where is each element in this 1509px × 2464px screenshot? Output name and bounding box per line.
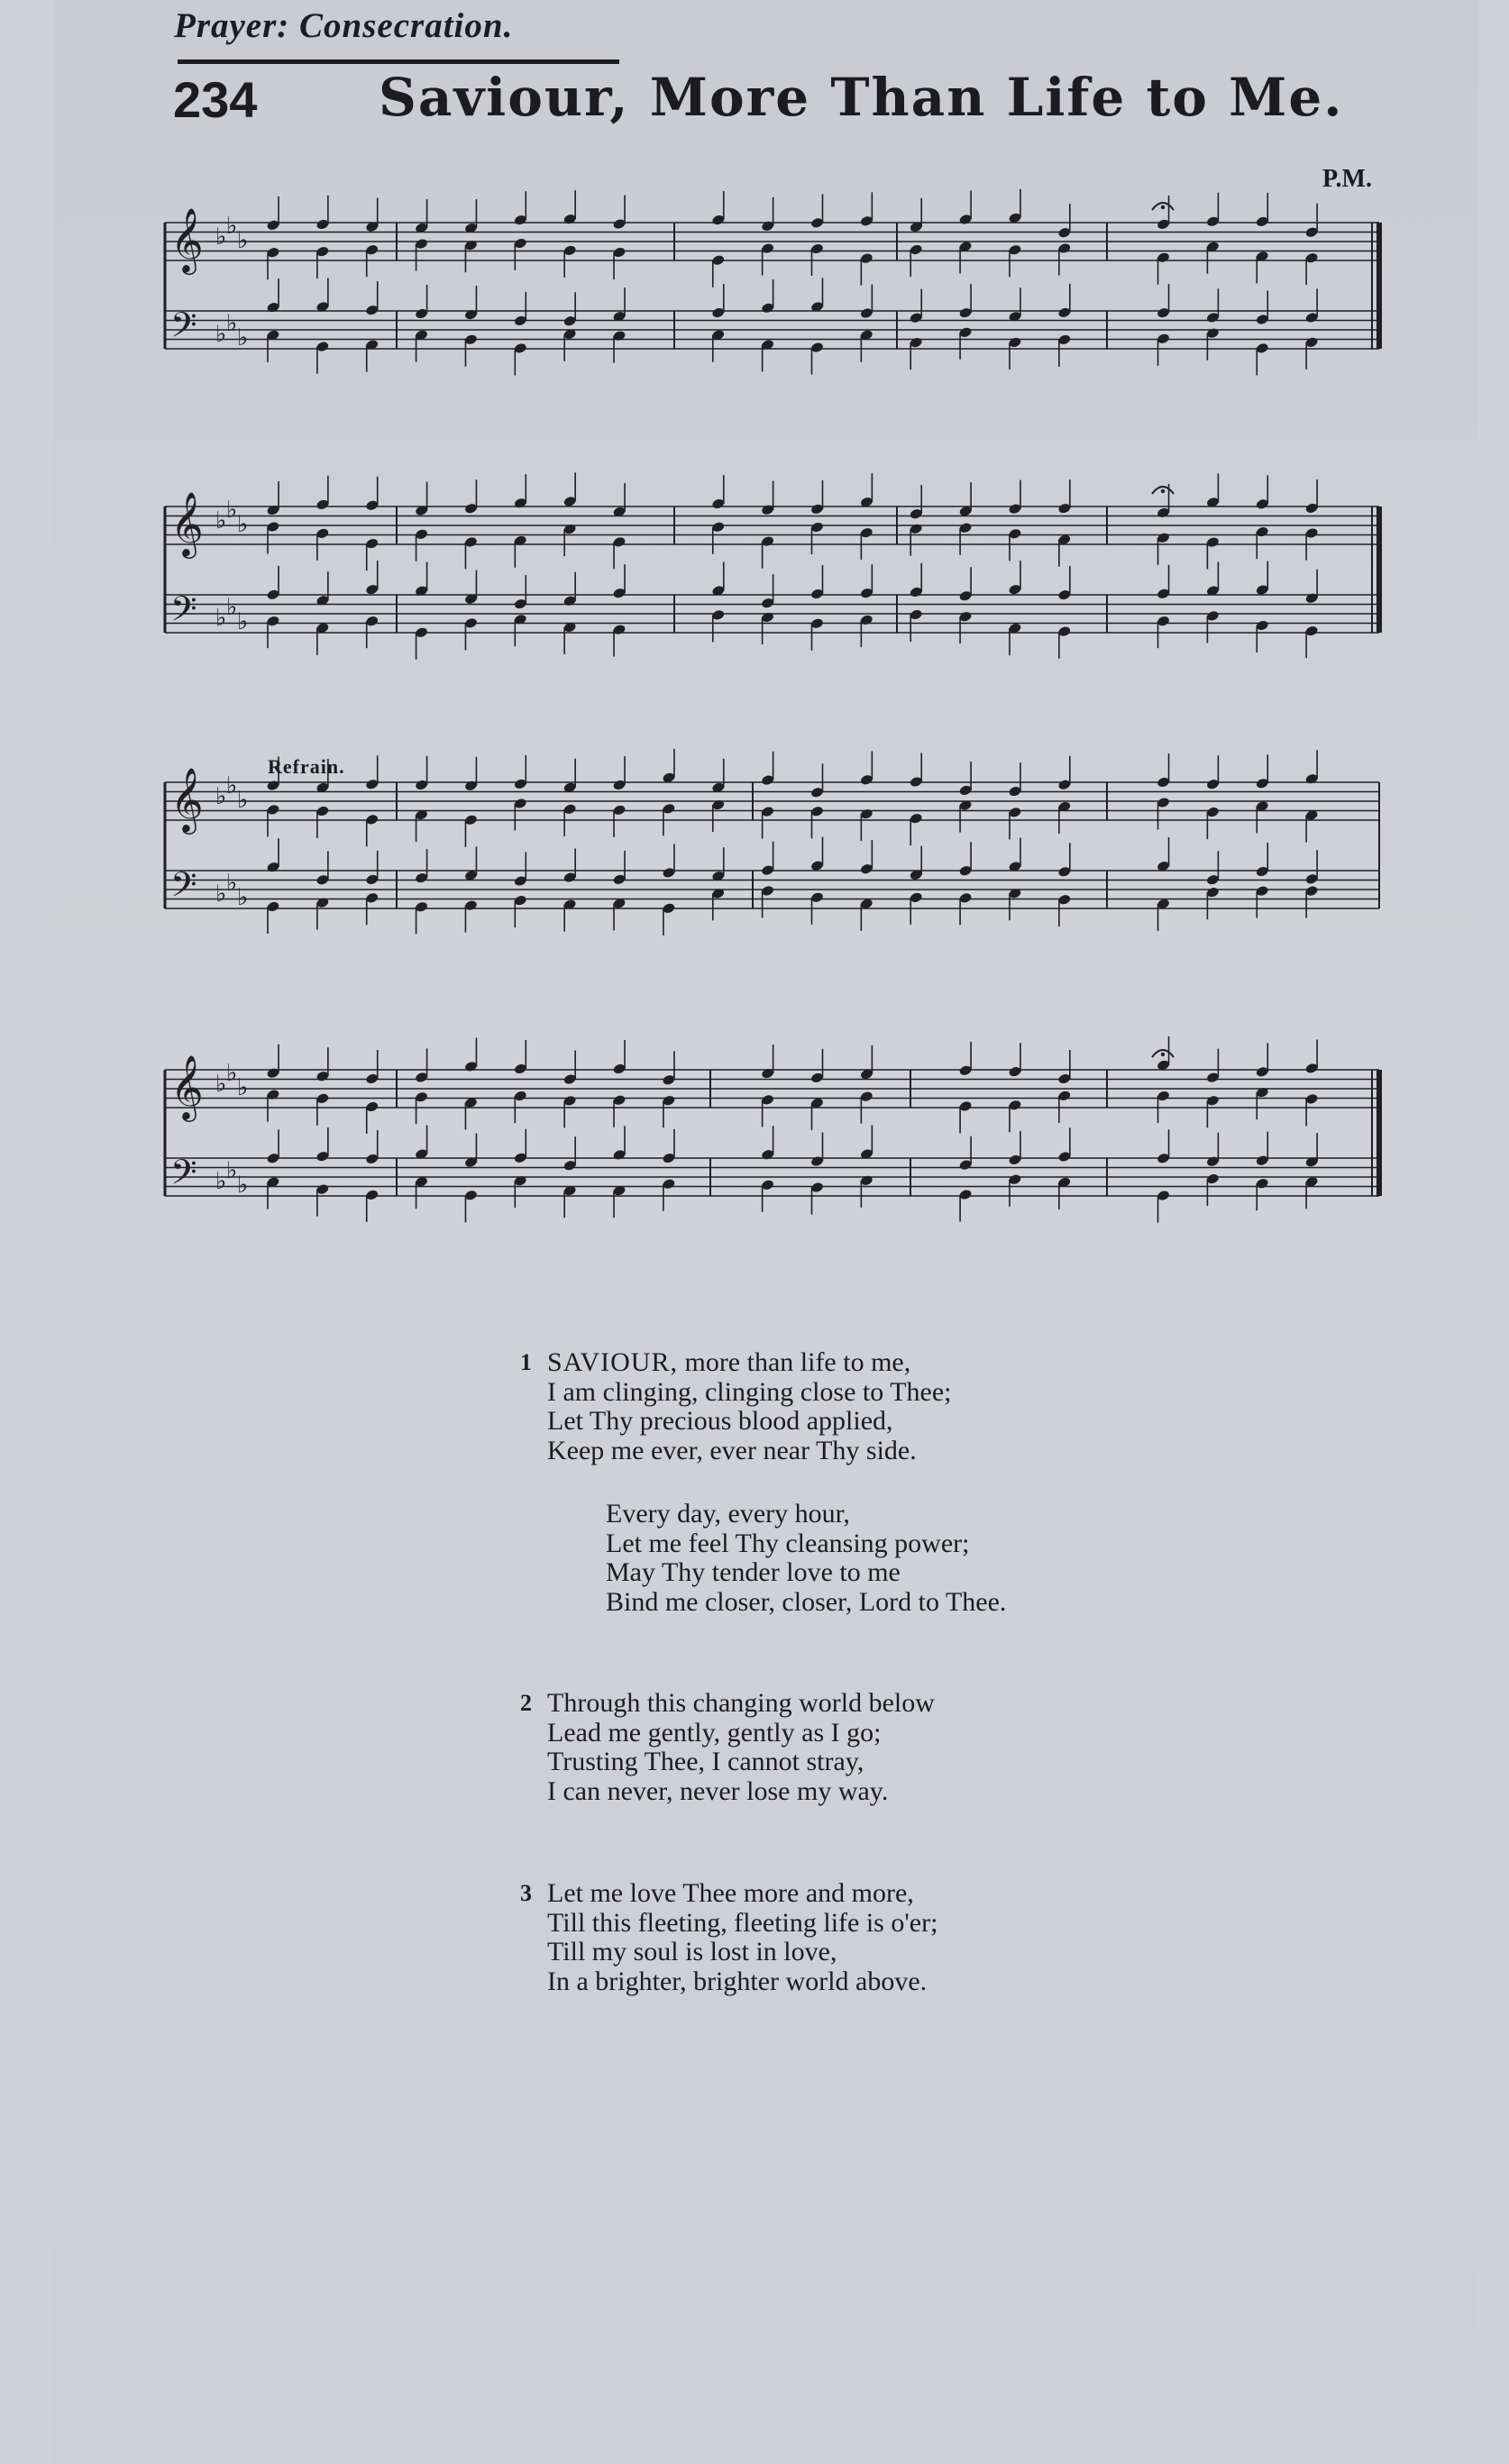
treble-clef-icon: 𝄞: [170, 1054, 204, 1119]
verse-line: SAVIOUR, more than life to me,: [547, 1347, 911, 1377]
flat-icon: ♭: [237, 227, 249, 254]
flat-icon: ♭: [237, 608, 249, 635]
meter-label: P.M.: [1322, 165, 1372, 193]
flat-icon: ♭: [226, 310, 238, 337]
treble-clef-icon: 𝄞: [170, 206, 204, 272]
flat-icon: ♭: [237, 1074, 249, 1101]
flat-icon: ♭: [226, 870, 238, 897]
flat-icon: ♭: [215, 1071, 227, 1098]
fermata-dot: [1161, 489, 1165, 493]
bass-clef-icon: 𝄢: [170, 1152, 197, 1200]
verse-1: [520, 1347, 952, 1465]
flat-icon: ♭: [237, 324, 249, 351]
refrain-line: May Thy tender love to me: [606, 1557, 901, 1587]
verse-number: 2: [520, 1690, 532, 1716]
verse-line: I am clinging, clinging close to Thee;: [547, 1376, 952, 1407]
verse-line: In a brighter, brighter world above.: [547, 1966, 928, 1996]
flat-icon: ♭: [226, 1157, 238, 1184]
flat-icon: ♭: [226, 1060, 238, 1087]
refrain-line: Every day, every hour,: [606, 1499, 850, 1529]
flat-icon: ♭: [226, 213, 238, 240]
bass-clef-icon: 𝄢: [170, 305, 197, 353]
hymn-number: 234: [173, 71, 258, 128]
hymn-title: Saviour, More Than Life to Me.: [379, 67, 1344, 128]
verse-line: I can never, never lose my way.: [547, 1775, 889, 1806]
refrain-line: Let me feel Thy cleansing power;: [606, 1528, 970, 1558]
flat-icon: ♭: [215, 224, 227, 251]
flat-icon: ♭: [226, 497, 238, 524]
verse-3: [520, 1878, 938, 1996]
flat-icon: ♭: [237, 787, 249, 814]
flat-icon: ♭: [215, 605, 227, 632]
verse-number: 3: [520, 1880, 532, 1906]
flat-icon: ♭: [215, 881, 227, 908]
verse-line: Keep me ever, ever near Thy side.: [547, 1435, 917, 1465]
flat-icon: ♭: [237, 511, 249, 538]
verse-line: Till my soul is lost in love,: [547, 1937, 837, 1967]
verse-first-word: SAVIOUR,: [547, 1347, 678, 1377]
bass-clef-icon: 𝄢: [170, 589, 197, 637]
verse-line: Let me love Thee more and more,: [547, 1878, 914, 1908]
flat-icon: ♭: [215, 1168, 227, 1195]
flat-icon: ♭: [226, 772, 238, 799]
bass-clef-icon: 𝄢: [170, 864, 197, 913]
flat-icon: ♭: [215, 507, 227, 534]
verse-line: Lead me gently, gently as I go;: [547, 1717, 882, 1748]
flat-icon: ♭: [237, 1172, 249, 1199]
refrain-text: [606, 1500, 1006, 1617]
verse-2: [520, 1688, 935, 1806]
section-heading: Prayer: Consecration.: [174, 6, 514, 45]
verse-line: Let Thy precious blood applied,: [547, 1406, 893, 1436]
treble-clef-icon: 𝄞: [170, 766, 204, 832]
refrain-label: Refrain.: [268, 755, 345, 778]
treble-clef-icon: 𝄞: [170, 490, 204, 556]
fermata-dot: [1161, 1053, 1165, 1056]
flat-icon: ♭: [237, 884, 249, 911]
flat-icon: ♭: [215, 783, 227, 810]
flat-icon: ♭: [215, 321, 227, 348]
flat-icon: ♭: [226, 594, 238, 621]
fermata-dot: [1161, 205, 1165, 209]
verse-line: Till this fleeting, fleeting life is o'er;: [547, 1907, 938, 1938]
verse-line: Trusting Thee, I cannot stray,: [547, 1747, 864, 1776]
verse-line: Through this changing world below: [547, 1688, 935, 1718]
refrain-line: Bind me closer, closer, Lord to Thee.: [606, 1586, 1007, 1617]
verse-number: 1: [520, 1349, 532, 1375]
